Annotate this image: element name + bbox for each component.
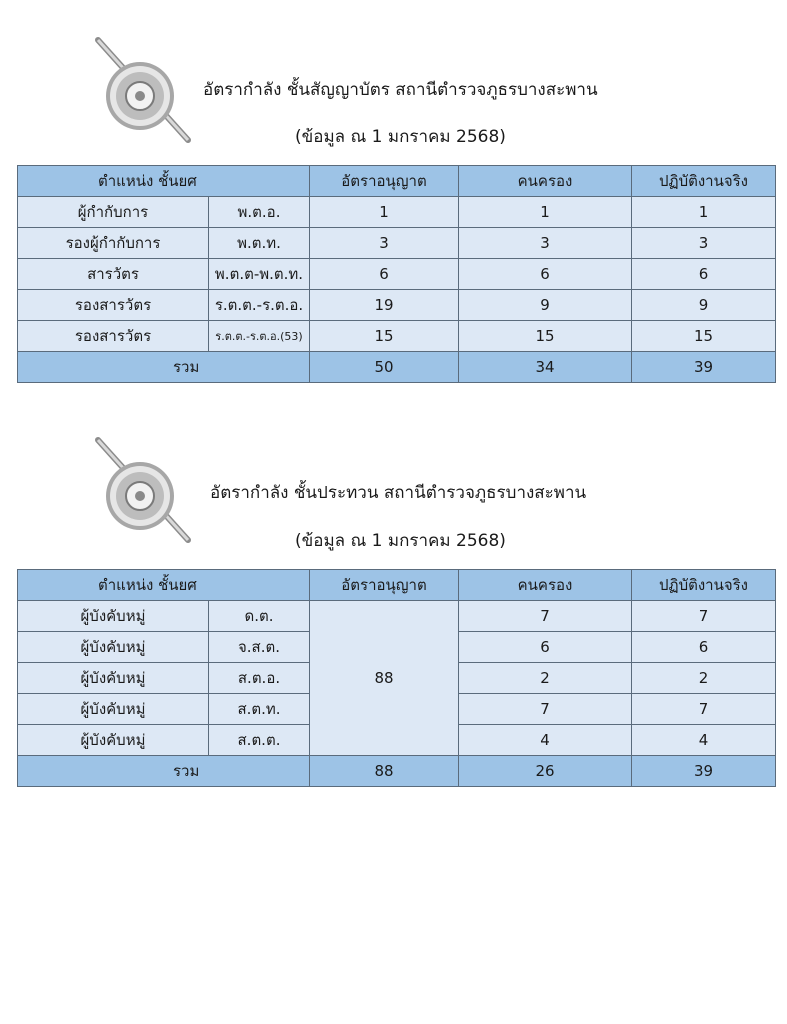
position-cell: ผู้บังคับหมู่ xyxy=(18,601,209,632)
nco-table xyxy=(17,569,776,787)
table-row xyxy=(18,290,776,321)
authorized-cell: 19 xyxy=(310,290,459,321)
rank-cell: พ.ต.อ. xyxy=(209,197,310,228)
total-authorized: 50 xyxy=(310,352,459,383)
total-filled: 34 xyxy=(459,352,632,383)
header-actual: ปฏิบัติงานจริง xyxy=(632,166,776,197)
actual-cell: 3 xyxy=(632,228,776,259)
header-authorized: อัตราอนุญาต xyxy=(310,570,459,601)
total-row xyxy=(18,756,776,787)
police-emblem-icon xyxy=(88,436,198,546)
table-row xyxy=(18,601,776,632)
section-1-title: อัตรากำลัง ชั้นสัญญาบัตร สถานีตำรวจภูธรบางสะพาน xyxy=(203,80,598,100)
total-authorized: 88 xyxy=(310,756,459,787)
rank-cell: พ.ต.ต-พ.ต.ท. xyxy=(209,259,310,290)
rank-cell: ส.ต.อ. xyxy=(209,663,310,694)
rank-cell: จ.ส.ต. xyxy=(209,632,310,663)
header-authorized: อัตราอนุญาต xyxy=(310,166,459,197)
authorized-cell: 3 xyxy=(310,228,459,259)
filled-cell: 6 xyxy=(459,259,632,290)
position-cell: รองสารวัตร xyxy=(18,290,209,321)
table-row xyxy=(18,321,776,352)
filled-cell: 7 xyxy=(459,601,632,632)
table-header-row xyxy=(18,166,776,197)
actual-cell: 2 xyxy=(632,663,776,694)
actual-cell: 7 xyxy=(632,601,776,632)
section-1-subtitle: (ข้อมูล ณ 1 มกราคม 2568) xyxy=(295,127,506,147)
filled-cell: 7 xyxy=(459,694,632,725)
position-cell: รองสารวัตร xyxy=(18,321,209,352)
filled-cell: 9 xyxy=(459,290,632,321)
officer-table xyxy=(17,165,776,383)
table-header-row xyxy=(18,570,776,601)
total-row xyxy=(18,352,776,383)
filled-cell: 4 xyxy=(459,725,632,756)
header-filled: คนครอง xyxy=(459,166,632,197)
position-cell: รองผู้กำกับการ xyxy=(18,228,209,259)
total-actual: 39 xyxy=(632,352,776,383)
rank-cell: ร.ต.ต.-ร.ต.อ. xyxy=(209,290,310,321)
rank-cell: ร.ต.ต.-ร.ต.อ.(53) xyxy=(209,321,310,352)
rank-cell: พ.ต.ท. xyxy=(209,228,310,259)
rank-cell: ส.ต.ต. xyxy=(209,725,310,756)
header-filled: คนครอง xyxy=(459,570,632,601)
actual-cell: 1 xyxy=(632,197,776,228)
actual-cell: 7 xyxy=(632,694,776,725)
authorized-merged-cell: 88 xyxy=(310,601,459,756)
actual-cell: 9 xyxy=(632,290,776,321)
filled-cell: 3 xyxy=(459,228,632,259)
actual-cell: 6 xyxy=(632,632,776,663)
authorized-cell: 6 xyxy=(310,259,459,290)
table-row xyxy=(18,259,776,290)
position-cell: สารวัตร xyxy=(18,259,209,290)
position-cell: ผู้บังคับหมู่ xyxy=(18,694,209,725)
authorized-cell: 1 xyxy=(310,197,459,228)
position-cell: ผู้บังคับหมู่ xyxy=(18,663,209,694)
table-row xyxy=(18,197,776,228)
header-position-rank: ตำแหน่ง ชั้นยศ xyxy=(18,166,310,197)
total-filled: 26 xyxy=(459,756,632,787)
actual-cell: 15 xyxy=(632,321,776,352)
total-label: รวม xyxy=(18,756,310,787)
rank-cell: ด.ต. xyxy=(209,601,310,632)
table-row xyxy=(18,228,776,259)
header-actual: ปฏิบัติงานจริง xyxy=(632,570,776,601)
total-label: รวม xyxy=(18,352,310,383)
authorized-cell: 15 xyxy=(310,321,459,352)
filled-cell: 15 xyxy=(459,321,632,352)
actual-cell: 4 xyxy=(632,725,776,756)
section-2-subtitle: (ข้อมูล ณ 1 มกราคม 2568) xyxy=(295,531,506,551)
header-position-rank: ตำแหน่ง ชั้นยศ xyxy=(18,570,310,601)
police-emblem-icon xyxy=(88,36,198,146)
position-cell: ผู้บังคับหมู่ xyxy=(18,725,209,756)
actual-cell: 6 xyxy=(632,259,776,290)
filled-cell: 6 xyxy=(459,632,632,663)
filled-cell: 1 xyxy=(459,197,632,228)
rank-cell: ส.ต.ท. xyxy=(209,694,310,725)
total-actual: 39 xyxy=(632,756,776,787)
position-cell: ผู้กำกับการ xyxy=(18,197,209,228)
position-cell: ผู้บังคับหมู่ xyxy=(18,632,209,663)
filled-cell: 2 xyxy=(459,663,632,694)
section-2-title: อัตรากำลัง ชั้นประทวน สถานีตำรวจภูธรบางสะพาน xyxy=(210,483,587,503)
